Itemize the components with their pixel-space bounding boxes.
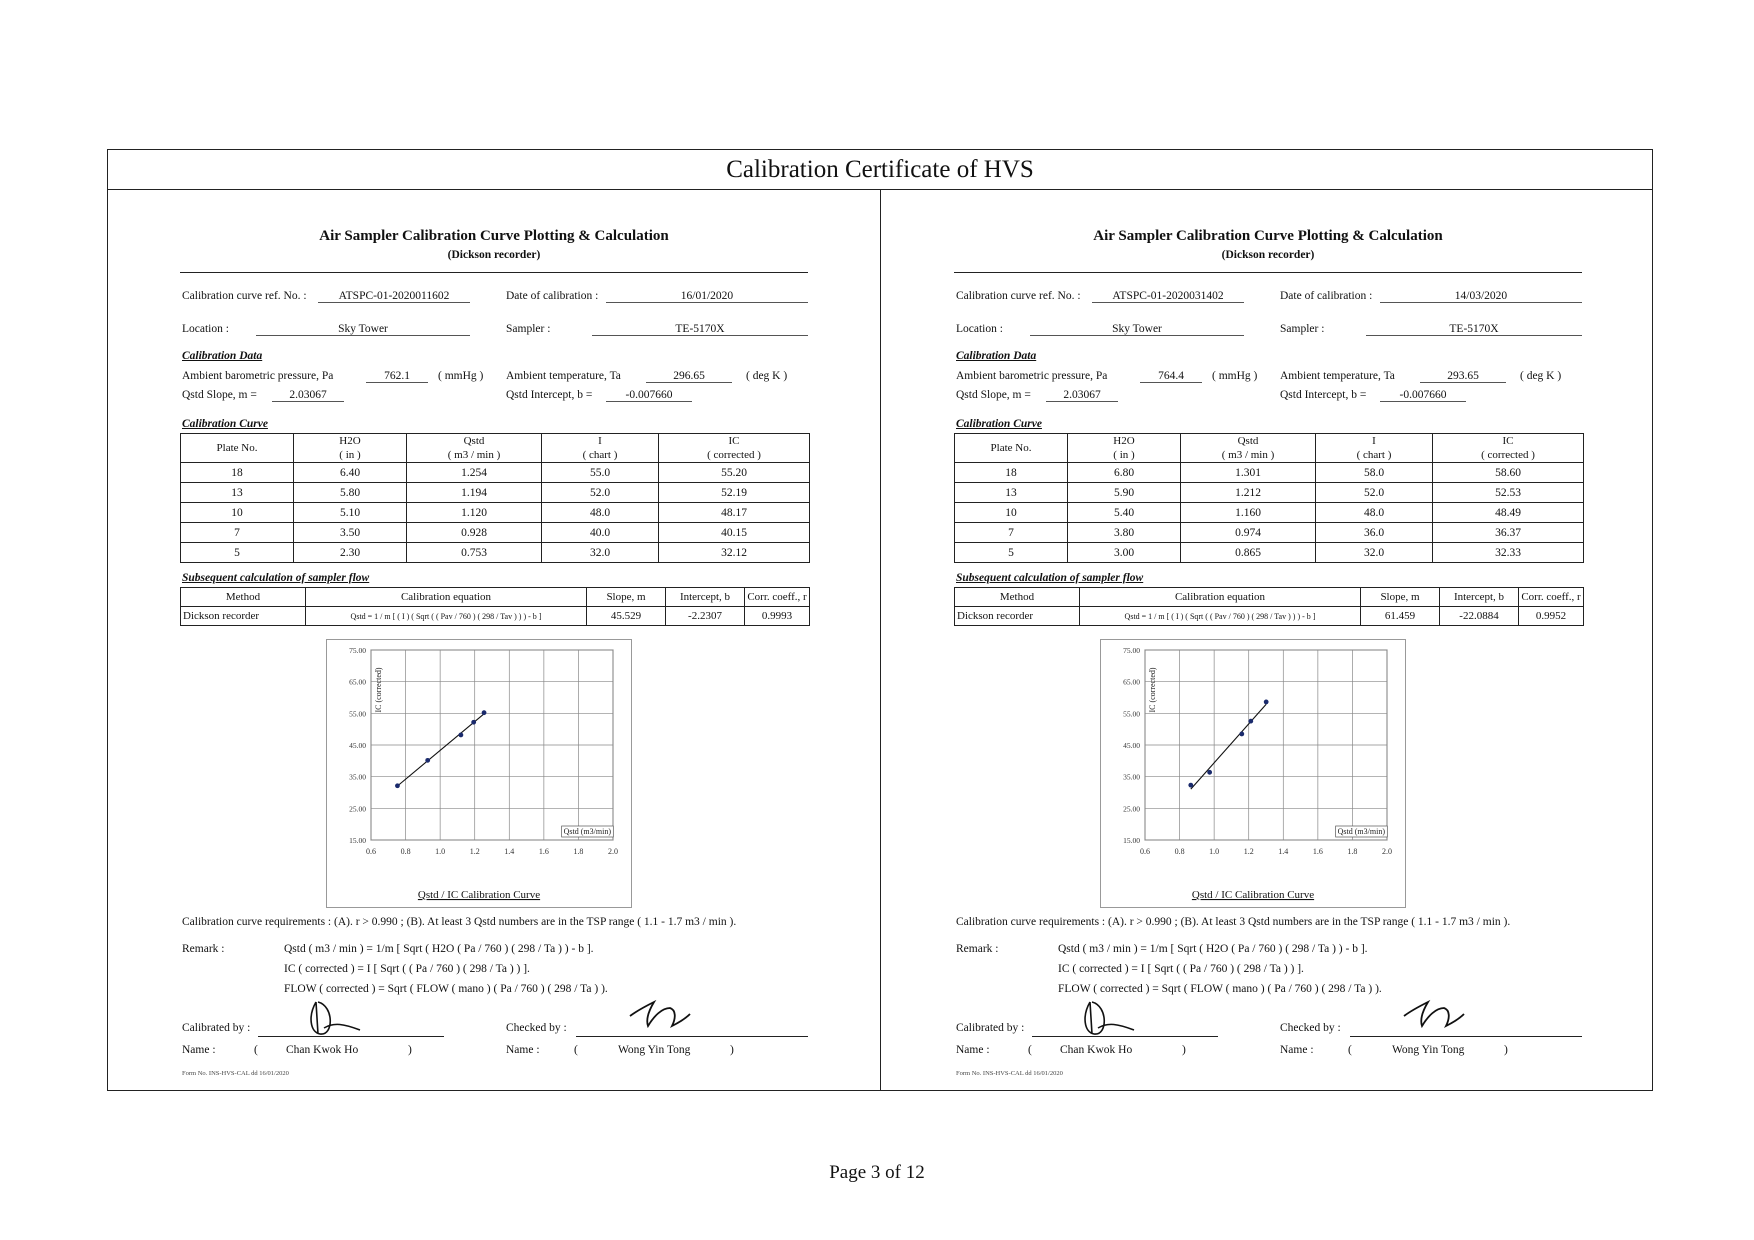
- cell-ic: 55.20: [659, 463, 810, 483]
- page-current: 3: [870, 1162, 881, 1183]
- cell-i: 32.0: [1316, 543, 1433, 563]
- col-i: [542, 434, 659, 463]
- cal-data-heading: Calibration Data: [956, 350, 1037, 362]
- mmhg-unit: ( mmHg ): [438, 370, 484, 382]
- cell-plate: 7: [181, 523, 294, 543]
- x-tick-label: 1.0: [435, 847, 446, 856]
- cell-qstd: 1.194: [407, 483, 542, 503]
- data-point: [471, 720, 476, 725]
- checker-paren-open: (: [574, 1044, 578, 1056]
- x-tick-label: 1.8: [573, 847, 584, 856]
- ta-label: Ambient temperature, Ta: [1280, 370, 1395, 382]
- x-axis-label: Qstd (m3/min): [563, 827, 611, 836]
- checker-name-label: Name :: [506, 1044, 540, 1056]
- ta-label: Ambient temperature, Ta: [506, 370, 621, 382]
- col-qstd: [407, 434, 542, 463]
- checker-signature: [624, 996, 714, 1036]
- calibration-chart: [326, 639, 632, 908]
- chart-caption: Qstd / IC Calibration Curve: [417, 889, 541, 901]
- col-method: Method: [955, 588, 1080, 607]
- cell-ic: 32.12: [659, 543, 810, 563]
- table-row: [955, 543, 1584, 563]
- col-h2o-unit: ( in ): [1113, 449, 1135, 461]
- cell-h2o: 3.80: [1068, 523, 1181, 543]
- calibration-table: [954, 433, 1584, 563]
- col-intercept: Intercept, b: [1440, 588, 1519, 607]
- data-point: [482, 710, 487, 715]
- y-tick-label: 45.00: [349, 741, 366, 750]
- calibrated-by-label: Calibrated by :: [182, 1022, 251, 1034]
- requirements-text: Calibration curve requirements : (A). r > 0.990 ; (B). At least 3 Qstd numbers are in the TSP range ( 1.1 - 1.7 m3 / min ).: [956, 916, 1511, 928]
- sampler-label: Sampler :: [1280, 323, 1325, 335]
- cell-qstd: 1.254: [407, 463, 542, 483]
- cell-plate: 18: [955, 463, 1068, 483]
- degk-unit: ( deg K ): [746, 370, 788, 382]
- sampler-value: TE-5170X: [592, 323, 808, 336]
- x-tick-label: 1.4: [1278, 847, 1289, 856]
- cell-plate: 10: [955, 503, 1068, 523]
- calibrator-name-label: Name :: [182, 1044, 216, 1056]
- data-point: [1207, 770, 1212, 775]
- location-value: Sky Tower: [256, 323, 470, 336]
- cell-plate: 5: [955, 543, 1068, 563]
- intercept-value: -0.007660: [1380, 389, 1466, 402]
- table-row: [955, 523, 1584, 543]
- col-method: Method: [181, 588, 306, 607]
- pa-value: 762.1: [366, 370, 428, 383]
- table-row: [181, 483, 810, 503]
- col-plate: Plate No.: [181, 434, 294, 463]
- slope-value: 2.03067: [272, 389, 344, 402]
- calibration-table: [180, 433, 810, 563]
- calibrator-paren-close: ): [1182, 1044, 1186, 1056]
- remark-line-3: FLOW ( corrected ) = Sqrt ( FLOW ( mano ) ( Pa / 760 ) ( 298 / Ta ) ).: [1058, 983, 1382, 995]
- panel-heading: Air Sampler Calibration Curve Plotting & Calculation: [319, 228, 669, 244]
- cell-qstd: 0.865: [1181, 543, 1316, 563]
- flow-r-value: 0.9952: [1519, 607, 1584, 626]
- col-ic-label: IC: [1502, 435, 1514, 447]
- remark-line-2: IC ( corrected ) = I [ Sqrt ( ( Pa / 760 ) ( 298 / Ta ) ) ].: [284, 963, 530, 975]
- location-value: Sky Tower: [1030, 323, 1244, 336]
- mmhg-unit: ( mmHg ): [1212, 370, 1258, 382]
- checker-paren-close: ): [1504, 1044, 1508, 1056]
- data-point: [1188, 783, 1193, 788]
- cell-h2o: 5.10: [294, 503, 407, 523]
- cell-qstd: 1.212: [1181, 483, 1316, 503]
- x-axis-label: Qstd (m3/min): [1337, 827, 1385, 836]
- subsequent-heading: Subsequent calculation of sampler flow: [182, 572, 370, 584]
- checker-paren-close: ): [730, 1044, 734, 1056]
- y-tick-label: 65.00: [349, 677, 366, 687]
- intercept-label: Qstd Intercept, b =: [1280, 389, 1367, 401]
- cell-ic: 40.15: [659, 523, 810, 543]
- cell-plate: 13: [181, 483, 294, 503]
- sampler-label: Sampler :: [506, 323, 551, 335]
- checked-sig-line: [576, 1036, 808, 1037]
- checker-name-label: Name :: [1280, 1044, 1314, 1056]
- y-tick-label: 55.00: [349, 709, 366, 719]
- degk-unit: ( deg K ): [1520, 370, 1562, 382]
- col-h2o-label: H2O: [339, 435, 361, 447]
- equation-value: Qstd = 1 / m [ ( I ) ( Sqrt ( ( Pav / 760 ) ( 298 / Tav ) ) ) - b ]: [1080, 607, 1361, 626]
- cell-ic: 48.17: [659, 503, 810, 523]
- cell-plate: 10: [181, 503, 294, 523]
- col-plate: Plate No.: [955, 434, 1068, 463]
- cell-ic: 48.49: [1433, 503, 1584, 523]
- col-qstd: [1181, 434, 1316, 463]
- col-equation: Calibration equation: [306, 588, 587, 607]
- x-tick-label: 0.8: [1174, 847, 1185, 856]
- intercept-label: Qstd Intercept, b =: [506, 389, 593, 401]
- page-total: 12: [905, 1162, 925, 1183]
- calibration-panel-2: [882, 190, 1654, 1090]
- cell-qstd: 1.301: [1181, 463, 1316, 483]
- cell-i: 52.0: [542, 483, 659, 503]
- certificate-title: Calibration Certificate of HVS: [108, 150, 1652, 190]
- calibrator-signature: [294, 996, 374, 1040]
- col-ic: [1433, 434, 1584, 463]
- pa-value: 764.4: [1140, 370, 1202, 383]
- table-row: [181, 503, 810, 523]
- col-qstd-label: Qstd: [463, 435, 485, 447]
- cell-plate: 13: [955, 483, 1068, 503]
- calibrator-name: Chan Kwok Ho: [286, 1044, 359, 1056]
- y-tick-label: 75.00: [349, 646, 366, 655]
- col-qstd-unit: ( m3 / min ): [447, 449, 501, 461]
- cell-ic: 58.60: [1433, 463, 1584, 483]
- col-ic-unit: ( corrected ): [1481, 449, 1535, 461]
- table-row: [955, 503, 1584, 523]
- checker-signature: [1398, 996, 1488, 1036]
- col-h2o: [1068, 434, 1181, 463]
- cell-h2o: 3.50: [294, 523, 407, 543]
- pa-label: Ambient barometric pressure, Pa: [182, 370, 334, 382]
- data-point: [1264, 700, 1269, 705]
- x-tick-label: 1.2: [1243, 847, 1254, 856]
- cell-i: 48.0: [542, 503, 659, 523]
- x-tick-label: 2.0: [608, 847, 618, 856]
- cell-ic: 52.19: [659, 483, 810, 503]
- cell-i: 36.0: [1316, 523, 1433, 543]
- page-of: of: [885, 1162, 901, 1183]
- cal-data-heading: Calibration Data: [182, 350, 263, 362]
- page-label: Page: [829, 1162, 867, 1183]
- pa-label: Ambient barometric pressure, Pa: [956, 370, 1108, 382]
- chart-caption: Qstd / IC Calibration Curve: [1191, 889, 1315, 901]
- cell-plate: 18: [181, 463, 294, 483]
- col-i-unit: ( chart ): [582, 449, 618, 461]
- checked-sig-line: [1350, 1036, 1582, 1037]
- panel-subheading: (Dickson recorder): [447, 249, 541, 261]
- x-tick-label: 1.0: [1209, 847, 1220, 856]
- cell-ic: 32.33: [1433, 543, 1584, 563]
- cell-h2o: 5.80: [294, 483, 407, 503]
- col-slope: Slope, m: [1361, 588, 1440, 607]
- slope-value: 2.03067: [1046, 389, 1118, 402]
- checker-paren-open: (: [1348, 1044, 1352, 1056]
- cell-qstd: 0.974: [1181, 523, 1316, 543]
- cell-qstd: 1.160: [1181, 503, 1316, 523]
- y-tick-label: 45.00: [1123, 741, 1140, 750]
- flow-table: [954, 587, 1584, 626]
- requirements-text: Calibration curve requirements : (A). r > 0.990 ; (B). At least 3 Qstd numbers are in the TSP range ( 1.1 - 1.7 m3 / min ).: [182, 916, 737, 928]
- calibrator-paren-open: (: [254, 1044, 258, 1056]
- certificate-frame: [107, 149, 1653, 1091]
- calibration-chart: [1100, 639, 1406, 908]
- cell-qstd: 1.120: [407, 503, 542, 523]
- date-value: 16/01/2020: [606, 290, 808, 303]
- y-tick-label: 65.00: [1123, 677, 1140, 687]
- table-row: [955, 483, 1584, 503]
- calibration-panel-1: [108, 190, 880, 1090]
- calibrated-by-label: Calibrated by :: [956, 1022, 1025, 1034]
- y-tick-label: 75.00: [1123, 646, 1140, 655]
- chart-svg: [327, 640, 631, 907]
- method-value: Dickson recorder: [181, 607, 306, 626]
- cell-plate: 7: [955, 523, 1068, 543]
- col-slope: Slope, m: [587, 588, 666, 607]
- equation-value: Qstd = 1 / m [ ( I ) ( Sqrt ( ( Pav / 760 ) ( 298 / Tav ) ) ) - b ]: [306, 607, 587, 626]
- cal-curve-heading: Calibration Curve: [956, 418, 1042, 430]
- remark-label: Remark :: [182, 943, 225, 955]
- cell-i: 32.0: [542, 543, 659, 563]
- col-ic-label: IC: [728, 435, 740, 447]
- col-ic: [659, 434, 810, 463]
- ta-value: 293.65: [1420, 370, 1506, 383]
- cell-qstd: 0.753: [407, 543, 542, 563]
- col-h2o-label: H2O: [1113, 435, 1135, 447]
- cell-ic: 52.53: [1433, 483, 1584, 503]
- col-i-unit: ( chart ): [1356, 449, 1392, 461]
- flow-intercept-value: -22.0884: [1440, 607, 1519, 626]
- cell-ic: 36.37: [1433, 523, 1584, 543]
- x-tick-label: 0.6: [1140, 847, 1150, 856]
- cell-h2o: 6.80: [1068, 463, 1181, 483]
- location-label: Location :: [956, 323, 1003, 335]
- curve-ref-label: Calibration curve ref. No. :: [182, 290, 307, 302]
- location-label: Location :: [182, 323, 229, 335]
- cell-h2o: 6.40: [294, 463, 407, 483]
- col-intercept: Intercept, b: [666, 588, 745, 607]
- checked-by-label: Checked by :: [1280, 1022, 1341, 1034]
- remark-line-1: Qstd ( m3 / min ) = 1/m [ Sqrt ( H2O ( Pa / 760 ) ( 298 / Ta ) ) - b ].: [284, 943, 594, 955]
- col-i: [1316, 434, 1433, 463]
- cell-plate: 5: [181, 543, 294, 563]
- ta-value: 296.65: [646, 370, 732, 383]
- col-i-label: I: [598, 435, 602, 447]
- cell-i: 55.0: [542, 463, 659, 483]
- calibrator-paren-open: (: [1028, 1044, 1032, 1056]
- table-row: [181, 543, 810, 563]
- form-number: Form No. INS-HVS-CAL dd 16/01/2020: [956, 1070, 1063, 1077]
- data-point: [1239, 732, 1244, 737]
- sampler-value: TE-5170X: [1366, 323, 1582, 336]
- col-equation: Calibration equation: [1080, 588, 1361, 607]
- col-qstd-label: Qstd: [1237, 435, 1259, 447]
- col-ic-unit: ( corrected ): [707, 449, 761, 461]
- data-point: [425, 758, 430, 763]
- data-point: [458, 733, 463, 738]
- y-axis-label: IC (corrected): [1148, 667, 1157, 713]
- cell-h2o: 2.30: [294, 543, 407, 563]
- panel-heading: Air Sampler Calibration Curve Plotting & Calculation: [1093, 228, 1443, 244]
- subsequent-heading: Subsequent calculation of sampler flow: [956, 572, 1144, 584]
- form-number: Form No. INS-HVS-CAL dd 16/01/2020: [182, 1070, 289, 1077]
- col-i-label: I: [1372, 435, 1376, 447]
- col-qstd-unit: ( m3 / min ): [1221, 449, 1275, 461]
- calibrator-name: Chan Kwok Ho: [1060, 1044, 1133, 1056]
- intercept-value: -0.007660: [606, 389, 692, 402]
- flow-slope-value: 45.529: [587, 607, 666, 626]
- date-label: Date of calibration :: [1280, 290, 1373, 302]
- cell-h2o: 3.00: [1068, 543, 1181, 563]
- method-value: Dickson recorder: [955, 607, 1080, 626]
- y-tick-label: 25.00: [1123, 804, 1140, 814]
- calibrator-name-label: Name :: [956, 1044, 990, 1056]
- x-tick-label: 1.6: [538, 847, 549, 856]
- table-row: [181, 463, 810, 483]
- calibrator-paren-close: ): [408, 1044, 412, 1056]
- y-tick-label: 35.00: [349, 772, 366, 782]
- y-tick-label: 55.00: [1123, 709, 1140, 719]
- x-tick-label: 1.6: [1312, 847, 1323, 856]
- col-h2o-unit: ( in ): [339, 449, 361, 461]
- panel-subheading: (Dickson recorder): [1221, 249, 1315, 261]
- cal-curve-heading: Calibration Curve: [182, 418, 268, 430]
- x-tick-label: 1.4: [504, 847, 515, 856]
- table-row: [181, 523, 810, 543]
- remark-line-2: IC ( corrected ) = I [ Sqrt ( ( Pa / 760 ) ( 298 / Ta ) ) ].: [1058, 963, 1304, 975]
- x-tick-label: 0.8: [400, 847, 411, 856]
- checker-name: Wong Yin Tong: [1392, 1044, 1465, 1056]
- checked-by-label: Checked by :: [506, 1022, 567, 1034]
- cell-i: 48.0: [1316, 503, 1433, 523]
- y-tick-label: 25.00: [349, 804, 366, 814]
- remark-label: Remark :: [956, 943, 999, 955]
- page-number: [0, 1162, 1754, 1184]
- date-label: Date of calibration :: [506, 290, 599, 302]
- remark-line-3: FLOW ( corrected ) = Sqrt ( FLOW ( mano ) ( Pa / 760 ) ( 298 / Ta ) ).: [284, 983, 608, 995]
- heading-rule: [954, 272, 1582, 273]
- checker-name: Wong Yin Tong: [618, 1044, 691, 1056]
- chart-svg: [1101, 640, 1405, 907]
- x-tick-label: 2.0: [1382, 847, 1392, 856]
- cell-qstd: 0.928: [407, 523, 542, 543]
- cell-h2o: 5.40: [1068, 503, 1181, 523]
- col-corr: Corr. coeff., r: [745, 588, 810, 607]
- calibrator-signature: [1068, 996, 1148, 1040]
- cell-i: 40.0: [542, 523, 659, 543]
- panel-divider: [880, 190, 881, 1090]
- cell-i: 52.0: [1316, 483, 1433, 503]
- flow-r-value: 0.9993: [745, 607, 810, 626]
- y-tick-label: 35.00: [1123, 772, 1140, 782]
- table-row: [955, 463, 1584, 483]
- data-point: [1248, 719, 1253, 724]
- slope-label: Qstd Slope, m =: [182, 389, 257, 401]
- slope-label: Qstd Slope, m =: [956, 389, 1031, 401]
- flow-table: [180, 587, 810, 626]
- remark-line-1: Qstd ( m3 / min ) = 1/m [ Sqrt ( H2O ( Pa / 760 ) ( 298 / Ta ) ) - b ].: [1058, 943, 1368, 955]
- curve-ref-value: ATSPC-01-2020011602: [318, 290, 470, 303]
- x-tick-label: 1.2: [469, 847, 480, 856]
- curve-ref-value: ATSPC-01-2020031402: [1092, 290, 1244, 303]
- x-tick-label: 0.6: [366, 847, 376, 856]
- cell-i: 58.0: [1316, 463, 1433, 483]
- col-corr: Corr. coeff., r: [1519, 588, 1584, 607]
- y-tick-label: 15.00: [349, 836, 366, 845]
- y-axis-label: IC (corrected): [374, 667, 383, 713]
- flow-intercept-value: -2.2307: [666, 607, 745, 626]
- curve-ref-label: Calibration curve ref. No. :: [956, 290, 1081, 302]
- x-tick-label: 1.8: [1347, 847, 1358, 856]
- y-tick-label: 15.00: [1123, 836, 1140, 845]
- heading-rule: [180, 272, 808, 273]
- cell-h2o: 5.90: [1068, 483, 1181, 503]
- flow-slope-value: 61.459: [1361, 607, 1440, 626]
- data-point: [395, 783, 400, 788]
- date-value: 14/03/2020: [1380, 290, 1582, 303]
- col-h2o: [294, 434, 407, 463]
